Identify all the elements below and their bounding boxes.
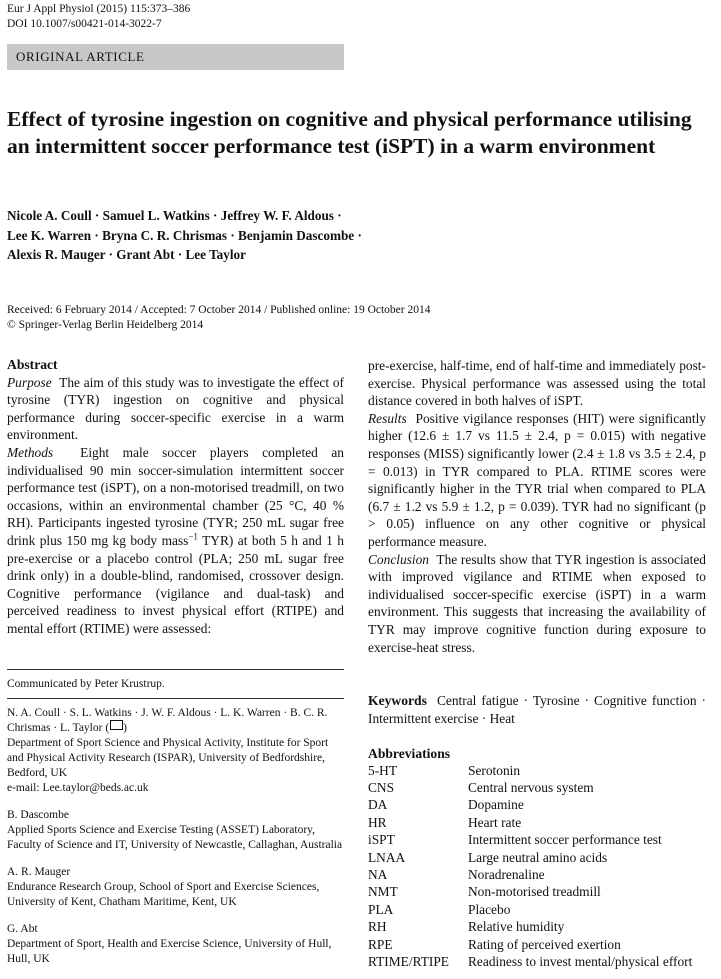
- abbreviation-row: [368, 815, 692, 832]
- abbreviation-row: [368, 954, 692, 971]
- abbreviation-term: 5-HT: [368, 762, 398, 778]
- copyright: © Springer-Verlag Berlin Heidelberg 2014: [7, 319, 204, 331]
- results-text: Positive vigilance responses (HIT) were significantly higher (12.6 ± 1.7 vs 11.5 ± 2.4, p = 0.015) with negative responses (MISS) significantly lower (2.4 ± 1.8 vs 3.5 ± 2.4, p = 0.013) in TYR compared to PLA. RTIME scores were significantly higher in the TYR trial when compared to PLA (6.7 ± 1.2 vs 5.9 ± 1.2, p = 0.039). TYR had no significant (p > 0.05) influence on any other cognitive or physical performance measure.: [368, 410, 706, 549]
- abbreviation-row: [368, 763, 692, 780]
- affiliation-text: Endurance Research Group, School of Sport and Exercise Sciences, University of Kent, Chatham Maritime, Kent, UK: [7, 881, 320, 908]
- methods-continued: pre-exercise, half-time, end of half-time and immediately post-exercise. Physical performance was assessed using the total distance covered in both halves of iSPT.: [368, 358, 706, 409]
- article-title: Effect of tyrosine ingestion on cognitive and physical performance utilising an intermittent soccer performance test (iSPT) in a warm environment: [7, 107, 692, 158]
- conclusion-label: Conclusion: [368, 551, 430, 567]
- journal-citation: Eur J Appl Physiol (2015) 115:373–386: [7, 3, 191, 15]
- abbreviation-term: RTIME/RTIPE: [368, 953, 449, 969]
- footnote-rule: [7, 669, 344, 670]
- affiliation-names: N. A. Coull · S. L. Watkins · J. W. F. Aldous · L. K. Warren · B. C. R. Chrismas · L. Taylor (: [7, 707, 328, 734]
- abbreviation-row: [368, 867, 692, 884]
- abbreviation-term: iSPT: [368, 832, 395, 848]
- affiliation-item: [7, 922, 344, 967]
- affiliations: [7, 706, 344, 979]
- affiliation-item: [7, 808, 344, 853]
- affiliation-text: Department of Sport, Health and Exercise Science, University of Hull, Hull, UK: [7, 938, 332, 965]
- affiliation-rule: [7, 698, 344, 699]
- abbreviation-term: LNAA: [368, 849, 406, 865]
- envelope-icon[interactable]: [110, 720, 123, 730]
- purpose-label: Purpose: [7, 374, 52, 390]
- communicated-by: Communicated by Peter Krustrup.: [7, 678, 165, 690]
- abbreviation-row: [368, 797, 692, 814]
- abstract-methods: [7, 444, 344, 638]
- abbreviations-table: [368, 763, 692, 972]
- abbreviation-row: [368, 780, 692, 797]
- abbreviation-term: CNS: [368, 779, 395, 795]
- affiliation-names: A. R. Mauger: [7, 866, 71, 878]
- abbreviation-definition: Relative humidity: [468, 919, 565, 935]
- conclusion-text: The results show that TYR ingestion is associated with improved vigilance and RTIME when exposed to individualised soccer-specific exercise (iSPT) in a warm environment. This suggests that increasing the availability of TYR may improve cognitive function during exposure to exercise-heat stress.: [368, 551, 706, 655]
- abbreviation-row: [368, 832, 692, 849]
- abstract-conclusion: [368, 551, 706, 657]
- affiliation-item: [7, 865, 344, 910]
- affiliation-names-end: ): [123, 722, 127, 734]
- abstract-results: [368, 410, 706, 551]
- affiliation-text: Applied Sports Science and Exercise Testing (ASSET) Laboratory, Faculty of Science and IT, University of Newcastle, Callaghan, Australia: [7, 824, 343, 851]
- abbreviation-term: DA: [368, 797, 388, 813]
- affiliation-text: Department of Sport Science and Physical Activity, Institute for Sport and Physical Activity Research (ISPAR), University of Bedfordshire, Bedford, UK: [7, 737, 329, 779]
- abstract: [7, 356, 344, 638]
- purpose-text: The aim of this study was to investigate the effect of tyrosine (TYR) ingestion on cognitive and physical performance during soccer-specific exercise in a warm environment.: [7, 374, 344, 443]
- abstract-heading: Abstract: [7, 357, 58, 372]
- results-label: Results: [368, 410, 407, 426]
- abbreviation-term: PLA: [368, 901, 394, 917]
- abbreviation-definition: Noradrenaline: [468, 866, 545, 882]
- article-type-banner: ORIGINAL ARTICLE: [7, 44, 344, 70]
- abbreviations: [368, 745, 706, 971]
- abbreviation-row: [368, 850, 692, 867]
- abbreviation-definition: Placebo: [468, 901, 511, 917]
- keywords-text: Central fatigue · Tyrosine · Cognitive function · Intermittent exercise · Heat: [368, 693, 706, 726]
- methods-superscript: −1: [188, 531, 198, 542]
- abbreviation-row: [368, 919, 692, 936]
- abstract-continued: [368, 357, 706, 656]
- affiliation-names: B. Dascombe: [7, 809, 69, 821]
- abstract-purpose: [7, 374, 344, 444]
- methods-text: Eight male soccer players completed an individualised 90 min soccer-simulation intermittent soccer performance test (iSPT), on a non-motorised treadmill, on two occasions, within an environmental chamber (25 °C, 40 % RH). Participants ingested tyrosine (TYR; 250 mL sugar free drink plus 150 mg kg body mass: [7, 444, 344, 548]
- abbreviation-row: [368, 884, 692, 901]
- keywords: [368, 692, 706, 727]
- abbreviation-term: RPE: [368, 936, 393, 952]
- corresponding-email[interactable]: e-mail: Lee.taylor@beds.ac.uk: [7, 782, 149, 794]
- received-dates: Received: 6 February 2014 / Accepted: 7 October 2014 / Published online: 19 October 2014: [7, 304, 431, 316]
- abbreviation-row: [368, 937, 692, 954]
- abbreviation-definition: Non-motorised treadmill: [468, 884, 601, 900]
- abbreviation-term: NA: [368, 866, 388, 882]
- author-line: Nicole A. Coull · Samuel L. Watkins · Jeffrey W. F. Aldous ·: [7, 208, 342, 223]
- abbreviation-definition: Readiness to invest mental/physical effort: [468, 953, 693, 969]
- abbreviation-row: [368, 902, 692, 919]
- abbreviation-definition: Large neutral amino acids: [468, 849, 608, 865]
- affiliation-item: [7, 706, 344, 796]
- affiliation-names: G. Abt: [7, 923, 38, 935]
- abbreviation-definition: Intermittent soccer performance test: [468, 832, 662, 848]
- methods-label: Methods: [7, 444, 54, 460]
- abbreviations-heading: Abbreviations: [368, 746, 451, 761]
- abbreviation-definition: Central nervous system: [468, 779, 594, 795]
- author-line: Alexis R. Mauger · Grant Abt · Lee Taylor: [7, 247, 246, 262]
- abbreviation-term: HR: [368, 814, 387, 830]
- publication-dates: [7, 303, 707, 333]
- keywords-label: Keywords: [368, 693, 427, 708]
- methods-text-cont: TYR) at both 5 h and 1 h pre-exercise or a placebo control (PLA; 250 mL sugar free drink only) in a double-blind, randomised, crossover design. Cognitive performance (vigilance and dual-task) and perceived readiness to invest physical effort (RTIPE) and mental effort (RTIME) were assessed:: [7, 532, 344, 636]
- abbreviation-definition: Serotonin: [468, 762, 521, 778]
- abbreviation-term: NMT: [368, 884, 398, 900]
- abbreviation-definition: Heart rate: [468, 814, 522, 830]
- abbreviation-term: RH: [368, 919, 387, 935]
- abbreviation-definition: Dopamine: [468, 797, 524, 813]
- author-line: Lee K. Warren · Bryna C. R. Chrismas · Benjamin Dascombe ·: [7, 227, 362, 243]
- abbreviation-definition: Rating of perceived exertion: [468, 936, 621, 952]
- doi[interactable]: DOI 10.1007/s00421-014-3022-7: [7, 18, 162, 30]
- author-list: [7, 206, 707, 265]
